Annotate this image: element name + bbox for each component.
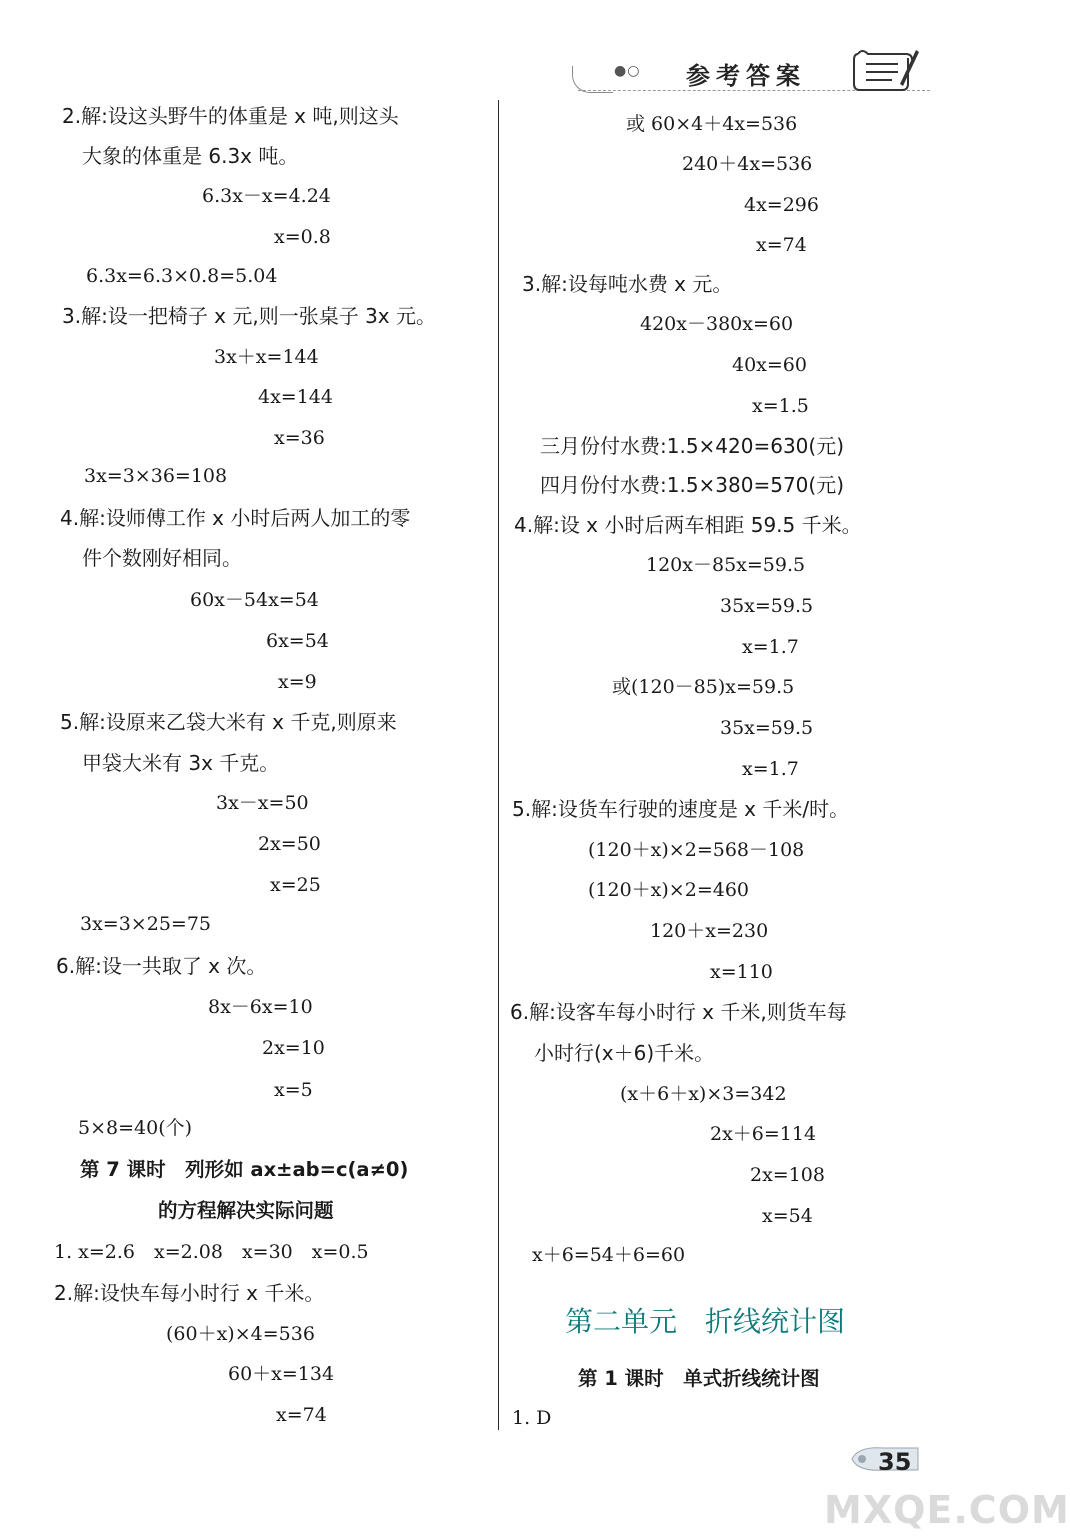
equation-line: 120x－85x=59.5 xyxy=(646,554,806,576)
equation-line: 60＋x=134 xyxy=(228,1363,335,1385)
equation-line: x=25 xyxy=(270,874,321,896)
equation-line: 60x－54x=54 xyxy=(190,589,319,611)
equation-line: 35x=59.5 xyxy=(720,595,814,617)
answer-text-line: 件个数刚好相同。 xyxy=(82,546,242,570)
answer-text-line: 四月份付水费:1.5×380=570(元) xyxy=(540,473,845,497)
column-divider xyxy=(498,100,499,1430)
equation-line: x=5 xyxy=(274,1079,313,1101)
equation-line: 2x=50 xyxy=(258,833,321,855)
answer-text-line: 4.解:设 x 小时后两车相距 59.5 千米。 xyxy=(514,513,862,537)
lesson-heading: 第 1 课时 单式折线统计图 xyxy=(578,1367,820,1390)
lesson-heading: 的方程解决实际问题 xyxy=(158,1199,334,1222)
header-decoration-curve xyxy=(572,66,613,93)
answer-text-line: 4.解:设师傅工作 x 小时后两人加工的零 xyxy=(60,506,411,530)
equation-line: x=74 xyxy=(276,1404,327,1426)
equation-line: 35x=59.5 xyxy=(720,717,814,739)
answer-text-line: 三月份付水费:1.5×420=630(元) xyxy=(540,434,845,458)
answer-text-line: 5.解:设原来乙袋大米有 x 千克,则原来 xyxy=(60,710,397,734)
watermark: MXQE.COM xyxy=(824,1488,1070,1532)
answer-text-line: 5.解:设货车行驶的速度是 x 千米/时。 xyxy=(512,797,850,821)
equation-line: 3x＋x=144 xyxy=(214,346,319,368)
page-number: 35 xyxy=(878,1448,912,1476)
equation-line: 4x=296 xyxy=(744,194,819,216)
equation-line: 3x=3×25=75 xyxy=(80,913,212,935)
equation-line: (120＋x)×2=568－108 xyxy=(588,839,805,861)
equation-line: x=1.7 xyxy=(742,636,799,658)
equation-line: 420x－380x=60 xyxy=(640,313,794,335)
answer-text-line: 2.解:设这头野牛的体重是 x 吨,则这头 xyxy=(62,104,399,128)
answer-text-line: 6.解:设客车每小时行 x 千米,则货车每 xyxy=(510,1000,847,1024)
equation-line: 40x=60 xyxy=(732,354,807,376)
equation-line: 2x=108 xyxy=(750,1164,825,1186)
equation-line: 6x=54 xyxy=(266,630,329,652)
header-dots: ●○ xyxy=(614,63,641,79)
equation-line: 8x－6x=10 xyxy=(208,996,313,1018)
page-header-title: 参考答案 xyxy=(686,62,806,90)
answer-text-line: 2.解:设快车每小时行 x 千米。 xyxy=(54,1281,325,1305)
equation-line: x=1.5 xyxy=(752,395,809,417)
answer-text-line: 大象的体重是 6.3x 吨。 xyxy=(82,144,299,168)
equation-line: 3x=3×36=108 xyxy=(84,465,228,487)
equation-line: (x＋6＋x)×3=342 xyxy=(620,1083,787,1105)
equation-line: x=74 xyxy=(756,234,807,256)
equation-line: 6.3x－x=4.24 xyxy=(202,185,331,207)
answer-text-line: 小时行(x＋6)千米。 xyxy=(534,1041,715,1065)
equation-line: 2x＋6=114 xyxy=(710,1123,817,1145)
scroll-pen-icon xyxy=(848,44,920,96)
answer-text-line: 6.解:设一共取了 x 次。 xyxy=(56,954,267,978)
equation-line: 或 60×4＋4x=536 xyxy=(626,113,798,135)
equation-line: 5×8=40(个) xyxy=(78,1117,193,1139)
equation-line: x=9 xyxy=(278,671,317,693)
answer-text-line: 3.解:设一把椅子 x 元,则一张桌子 3x 元。 xyxy=(62,304,437,328)
equation-line: x=0.8 xyxy=(274,226,331,248)
equation-line: 240＋4x=536 xyxy=(682,153,813,175)
answer-text-line: 3.解:设每吨水费 x 元。 xyxy=(522,272,733,296)
equation-line: 或(120－85)x=59.5 xyxy=(612,676,795,698)
equation-line: x＋6=54＋6=60 xyxy=(532,1244,686,1266)
equation-line: 6.3x=6.3×0.8=5.04 xyxy=(86,265,278,287)
equation-line: x=36 xyxy=(274,427,325,449)
equation-line: (60＋x)×4=536 xyxy=(166,1323,315,1345)
equation-line: x=1.7 xyxy=(742,758,799,780)
equation-line: x=54 xyxy=(762,1205,813,1227)
equation-line: 2x=10 xyxy=(262,1037,325,1059)
equation-line: 3x－x=50 xyxy=(216,792,309,814)
unit-title: 第二单元 折线统计图 xyxy=(565,1305,846,1338)
lesson-heading: 第 7 课时 列形如 ax±ab=c(a≠0) xyxy=(80,1158,409,1181)
answer-text-line: 1. x=2.6 x=2.08 x=30 x=0.5 xyxy=(54,1241,369,1263)
answer-text-line: 1. D xyxy=(512,1407,552,1429)
equation-line: 4x=144 xyxy=(258,386,333,408)
equation-line: x=110 xyxy=(710,961,773,983)
equation-line: 120＋x=230 xyxy=(650,920,769,942)
equation-line: (120＋x)×2=460 xyxy=(588,879,749,901)
answer-text-line: 甲袋大米有 3x 千克。 xyxy=(82,751,280,775)
